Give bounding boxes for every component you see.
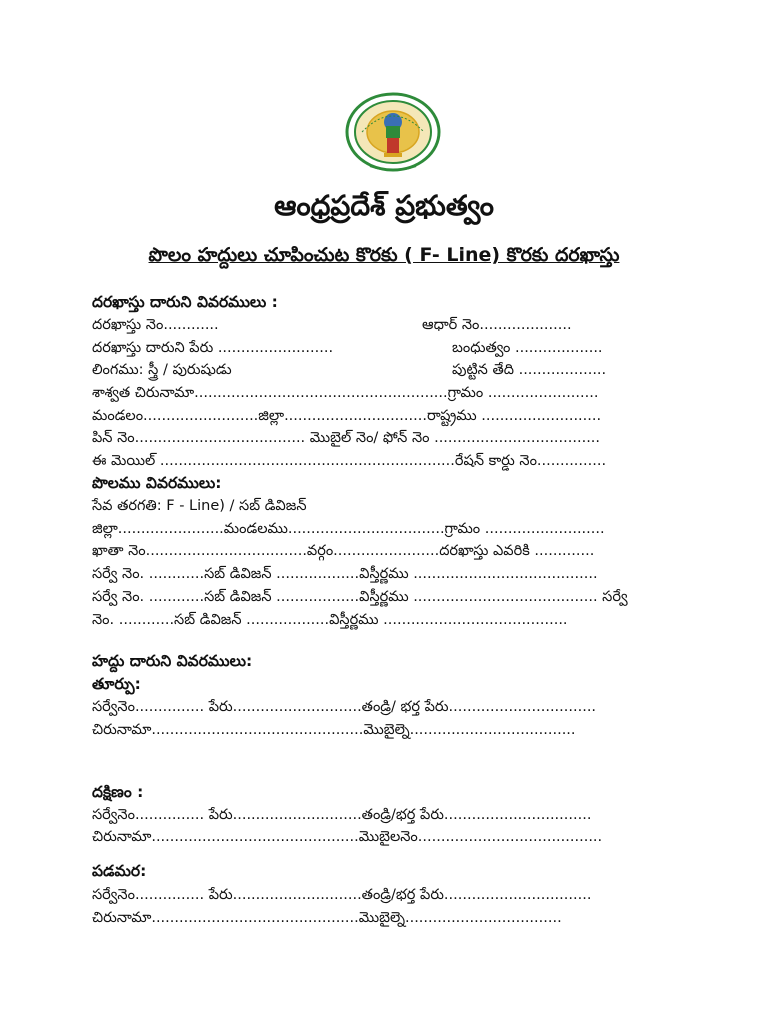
date-of-birth-field: పుట్టిన తేది ................... [452,362,607,378]
west-survey-row: సర్వేనెం............... పేరు............................తండ్రి/భర్త పేరు................................ [92,887,592,903]
ap-emblem-logo [344,92,442,176]
form-row [92,359,232,381]
land-section-heading: పొలము వివరములు: [92,474,222,492]
south-address-row: చిరునామా.............................................మొబైలనెం........................................ [92,829,603,845]
aadhaar-number-field: ఆధార్ నెం.................... [422,317,572,333]
gender-field: లింగము: స్త్రీ / పురుషుడు [92,362,232,378]
relationship-field: బంధుత్వం ................... [452,340,603,356]
pin-mobile-row: పిన్ నెం..................................... మొబైల్ నెం/ ఫోన్ నెం .................................... [92,430,601,446]
boundary-section-heading: హద్దు దారుని వివరములు: [92,652,253,670]
east-address-row: చిరునామా..............................................మొబైల్నె.................................... [92,722,576,738]
west-address-row: చిరునామా.............................................మొబైల్నె.................................. [92,910,562,926]
service-category-row: సేవ తరగతి: F - Line) / సబ్ డివిజన్ [92,498,307,514]
mandal-district-state-row: మండలం.........................జిల్లా...............................రాష్ట్రము .......................... [92,408,602,424]
survey-number-row: సర్వే నెం. ............సబ్ డివిజన్ ..................విస్తీర్ణము ........................................ సర్వే [92,589,628,605]
east-heading: తూర్పు: [92,675,141,693]
west-heading: పడమర: [92,862,147,880]
permanent-address-row: శాశ్వత చిరునామా.......................................................గ్రామం ........................ [92,385,599,401]
applicant-section-heading: దరఖాస్తు దారుని వివరములు : [92,293,278,311]
survey-number-row: సర్వే నెం. ............సబ్ డివిజన్ ..................విస్తీర్ణము ........................................ [92,566,598,582]
form-row [92,337,333,359]
form-row [92,314,219,336]
survey-number-row: నెం. ............సబ్ డివిజన్ ..................విస్తీర్ణము ........................................ [92,612,568,628]
south-heading: దక్షిణం : [92,783,144,801]
south-survey-row: సర్వేనెం............... పేరు............................తండ్రి/భర్త పేరు................................ [92,807,592,823]
east-survey-row: సర్వేనెం............... పేరు............................తండ్రి/ భర్త పేరు................................ [92,699,597,715]
khata-number-row: ఖాతా నెం...................................వర్గం.......................దరఖాస్తు ఎవరికి ............. [92,543,595,559]
page-title: ఆంధ్రప్రదేశ్ ప్రభుత్వం [274,189,494,222]
application-number-field: దరఖాస్తు నెం............ [92,317,219,333]
district-mandal-village-row: జిల్లా.......................మండలము..................................గ్రామం .......................... [92,521,605,537]
email-ration-card-row: ఈ మెయిల్ ................................................................రేషన్ కార్డు నెం............... [92,453,607,469]
applicant-name-field: దరఖాస్తు దారుని పేరు ......................... [92,340,334,356]
form-subtitle: పొలం హద్దులు చూపించుట కొరకు ( F- Line) కొరకు దరఖాస్తు [148,244,620,266]
